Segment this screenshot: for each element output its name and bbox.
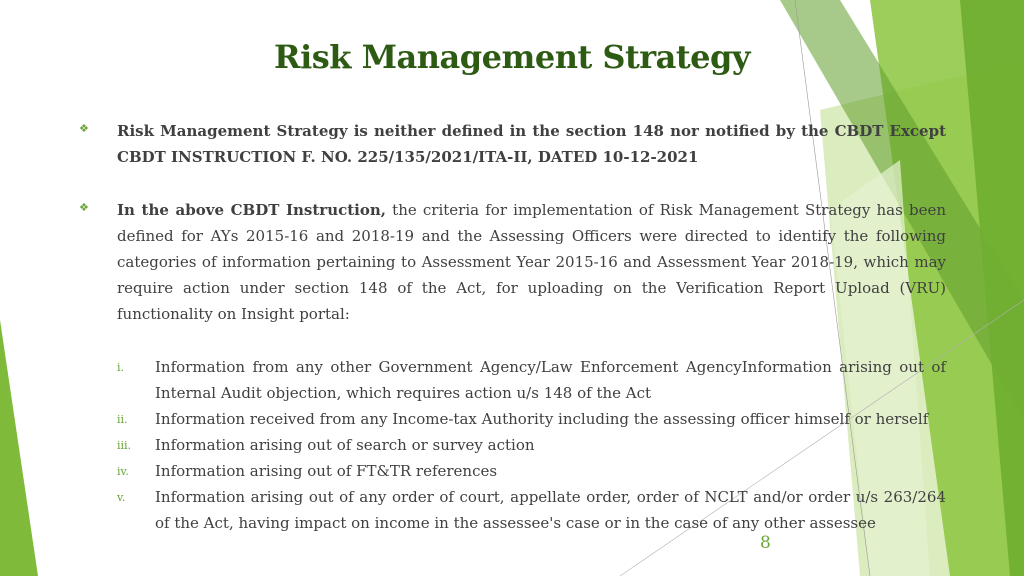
list-numeral: iv. [117, 465, 129, 478]
paragraph-2-body: the criteria for implementation of Risk Management Strategy has been defined for AYs 2015-16 and 2018-19 and the Assessing Officers were directed to identify the following categories of information pertaining to Assessment Year 2015-16 and Assessment Year 2018-19, which may require action under section 148 of the Act, for uploading on the Verification Report Upload (VRU) functionality on Insight portal: [117, 201, 946, 323]
list-item-4: Information arising out of FT&TR references [155, 462, 498, 480]
list-item-2: Information received from any Income-tax Authority including the assessing officer himself or herself [155, 410, 929, 428]
list-numeral: iii. [117, 439, 132, 452]
list-numeral: ii. [117, 413, 128, 426]
bullet-diamond-icon: ❖ [79, 122, 89, 135]
list-item-1: Information from any other Government Agency/Law Enforcement AgencyInformation arising out of Internal Audit objection, which requires action u/s 148 of the Act [155, 358, 946, 402]
list-item-5: Information arising out of any order of court, appellate order, order of NCLT and/or order u/s 263/264 of the Act, having impact on income in the assessee's case or in the case of any other assessee [155, 488, 946, 532]
paragraph-2-lead: In the above CBDT Instruction, [117, 201, 387, 219]
paragraph-2 [117, 197, 946, 327]
paragraph-1 [117, 118, 946, 170]
bullet-diamond-icon: ❖ [79, 201, 89, 214]
slide-title: Risk Management Strategy [274, 38, 750, 76]
list-item-3: Information arising out of search or survey action [155, 436, 535, 454]
paragraph-1-text: Risk Management Strategy is neither defined in the section 148 nor notified by the CBDT Except CBDT INSTRUCTION F. NO. 225/135/2021/ITA-II, DATED 10-12-2021 [117, 122, 946, 166]
list-numeral: i. [117, 361, 125, 374]
page-number: 8 [760, 533, 771, 553]
list-numeral: v. [117, 491, 126, 504]
